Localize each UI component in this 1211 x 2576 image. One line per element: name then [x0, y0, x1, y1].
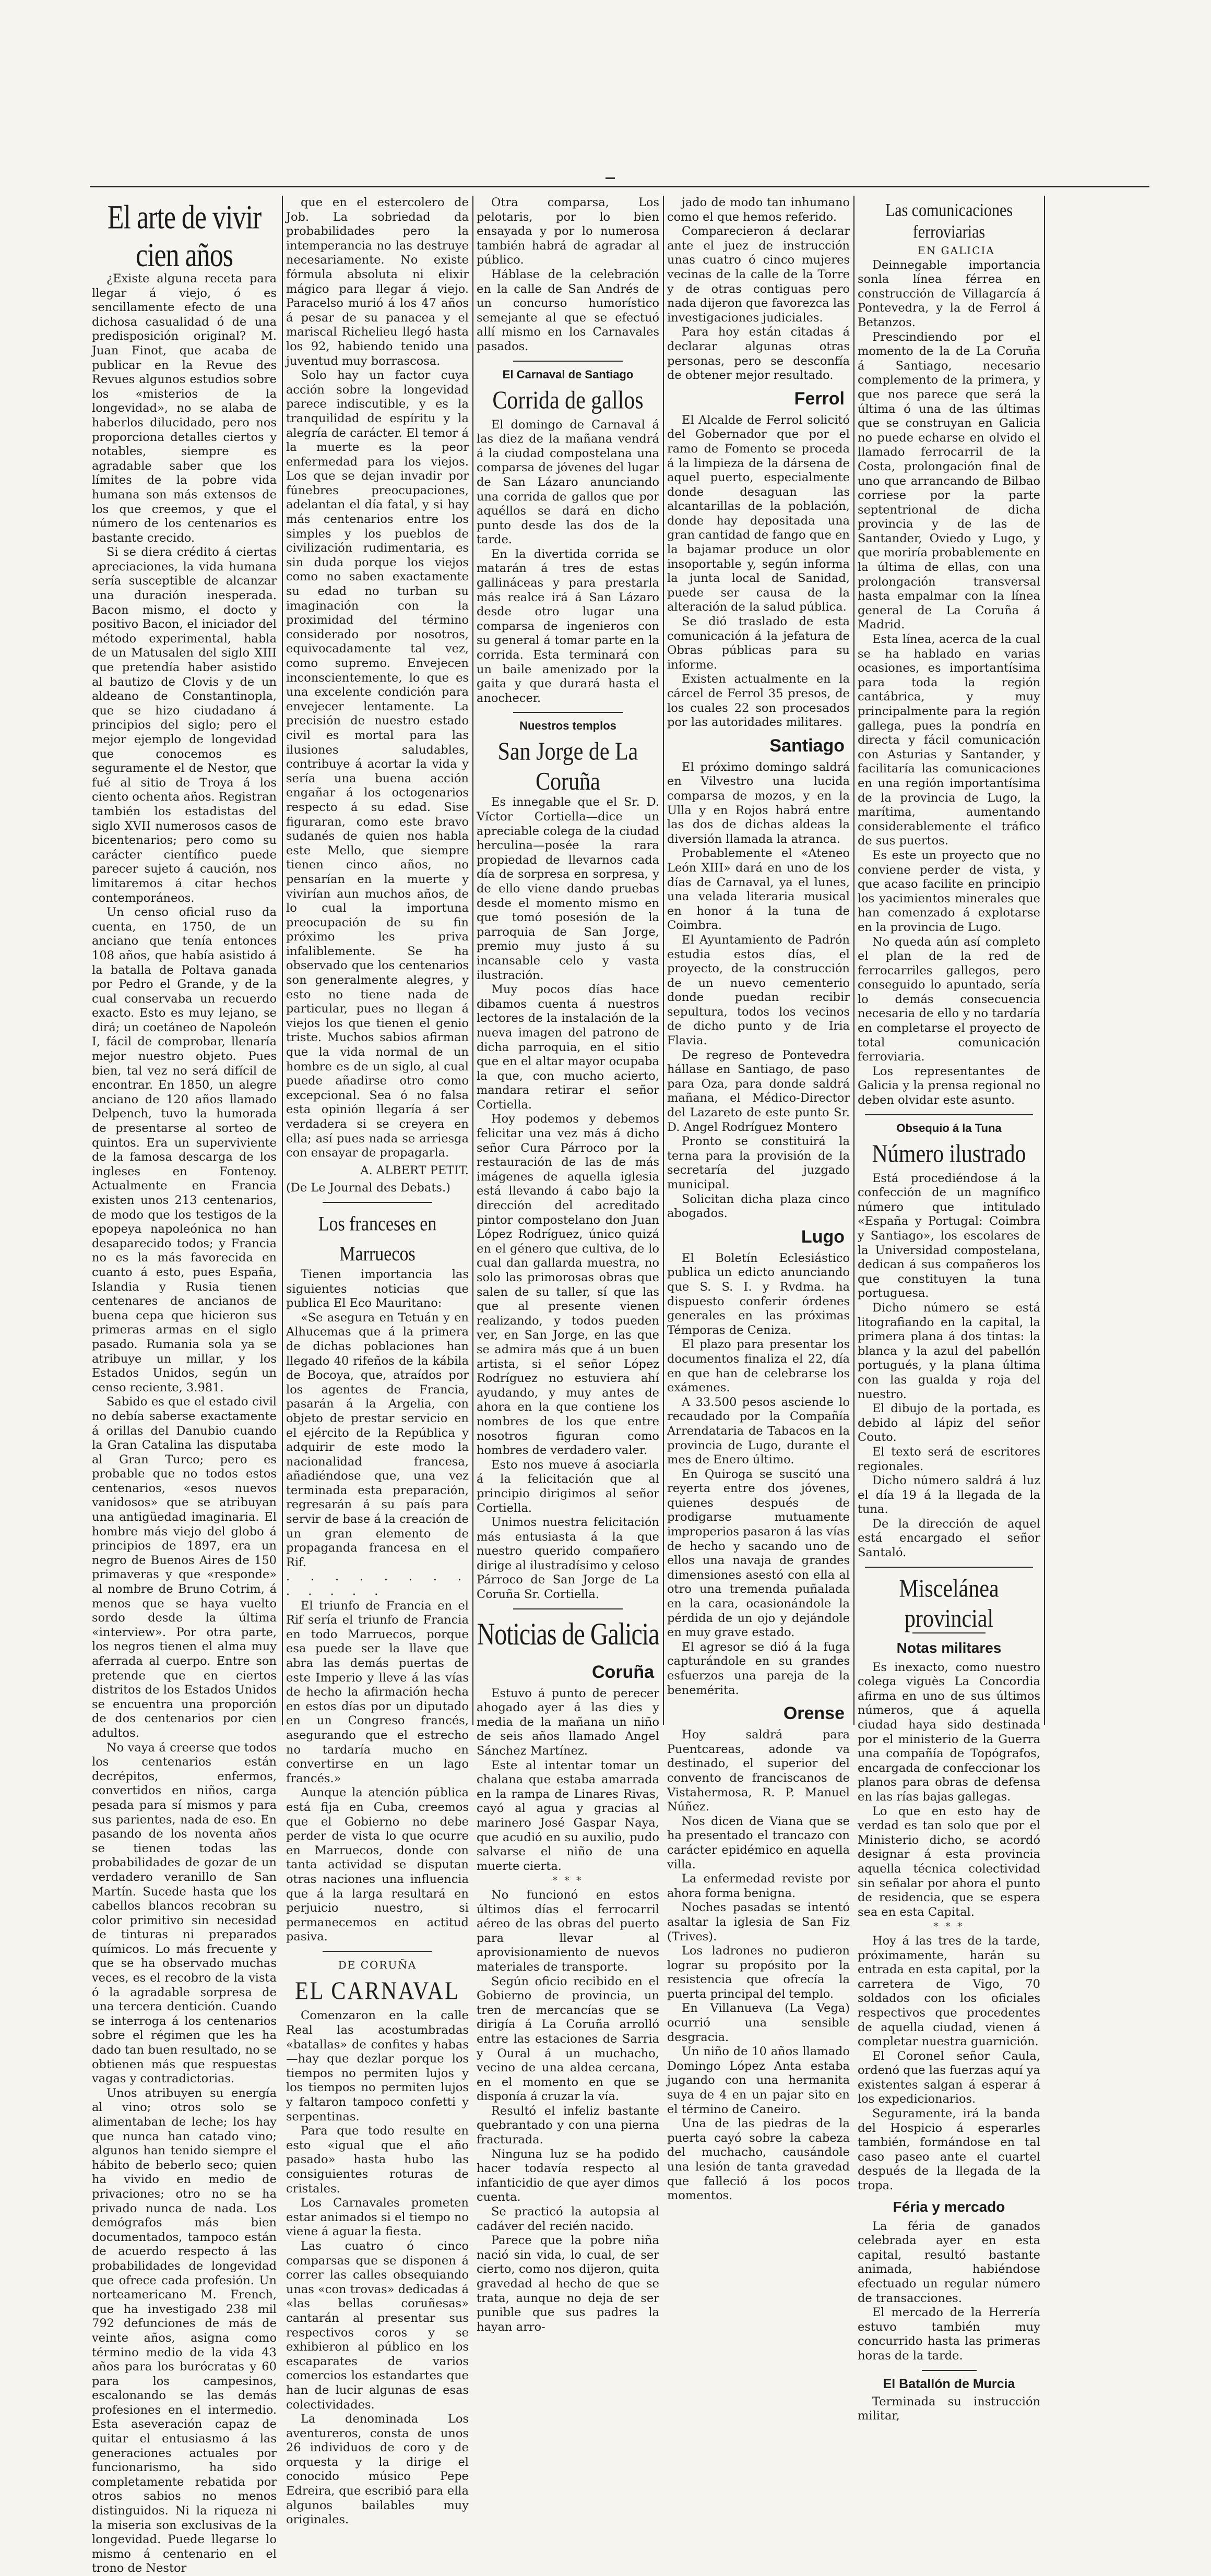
paragraph: En Quiroga se suscitó una reyerta entre dos jóvenes, quienes después de prodigarse mutuamente improperios pasaron á las vías de hecho y sacando uno de ellos una navaja de grandes dimensiones asestó con ella al otro una tremenda puñalada en la cara, ocasionándole la pérdida de un ojo y dejándole en muy grave estado.: [667, 1467, 850, 1640]
paragraph: Es este un proyecto que no conviene perder de vista, y que acaso facilite en principio los yacimientos minerales que han comenzado á explotarse en la provincia de Lugo.: [858, 848, 1040, 934]
article-title: Corrida de gallos: [492, 386, 644, 414]
paragraph: En Villanueva (La Vega) ocurrió una sensible desgracia.: [667, 2001, 850, 2044]
paragraph: Hoy podemos y debemos felicitar una vez más á dicho señor Cura Párroco por la restauración de las de más imágenes de aquella iglesia está llevando á cabo bajo la dirección del acreditado pintor compostelano don Juan López Rodríguez, único quizá en el género que cultiva, de lo cual dan gallarda muestra, no solo las primorosas obras que salen de su taller, sí que las que al presente vienen realizando, y todos pueden ver, en San Jorge, en las que se admira más que á un buen artista, si el señor López Rodríguez no estuviera ahí ayudando, y muy antes de ahora en la que contiene los nombres de los que entre nosotros figuran como hombres de verdadero valer.: [477, 1112, 659, 1458]
paragraph: Dicho número saldrá á luz el día 19 á la llegada de la tuna.: [858, 1474, 1040, 1517]
column-rule: [472, 196, 473, 1725]
paragraph: Solicitan dicha plaza cinco abogados.: [667, 1192, 850, 1221]
paragraph: Resultó el infeliz bastante quebrantado y con una pierna fracturada.: [477, 2104, 659, 2147]
paragraph: Según oficio recibido en el Gobierno de provincia, un tren de mercancías que se dirigía á La Coruña arrolló entre las estaciones de Sarria y Oural á un muchacho, vecino de una aldea cercana, en el momento en que se disponía á cruzar la vía.: [477, 1974, 659, 2104]
article-title: Los franceses en Marruecos: [318, 1212, 437, 1265]
paragraph: El agresor se dió á la fuga capturándole en su grandes esfuerzos una pareja de la benemérita.: [667, 1640, 850, 1697]
paragraph: Las cuatro ó cinco comparsas que se disponen á correr las calles obsequiando unas «con trovas» dedicadas á «las bellas coruñesas» cantarán al presentar sus respectivos coros y se exhibieron al público en los escaparates de varios comercios los estandartes que han de lucir algunas de esas colectividades.: [286, 2239, 469, 2412]
paragraph: Nos dicen de Viana que se ha presentado el trancazo con carácter epidémico en aquella villa.: [667, 1814, 850, 1871]
paragraph: Seguramente, irá la banda del Hospicio á esperarles también, formándose en tal caso paseo ante el cuartel después de la llegada de la tropa.: [858, 2107, 1040, 2193]
asterism: * * *: [552, 1875, 584, 1887]
paragraph: Muy pocos días hace dibamos cuenta á nuestros lectores de la instalación de la nueva imagen del patrono de dicha parroquia, en el sitio que en el altar mayor ocupaba la que, con mucho acierto, mandara retirar el señor Cortiella.: [477, 983, 659, 1112]
paragraph: Hoy á las tres de la tarde, próximamente, harán su entrada en esta capital, por la carretera de Vigo, 70 soldados con los oficiales respectivos que procedentes de aquella ciudad, vienen á completar nuestra guarnición.: [858, 1934, 1040, 2049]
paragraph: Una de las piedras de la puerta cayó sobre la cabeza del muchacho, causándole una lesión de tanta gravedad que falleció á los pocos momentos.: [667, 2117, 850, 2203]
paragraph: Los representantes de Galicia y la prensa regional no deben olvidar este asunto.: [858, 1064, 1040, 1107]
paragraph: que en el estercolero de Job. La sobriedad da probabilidades pero la intemperancia no las destruye necesariamente. No existe fórmula absoluta ni elixir mágico para llegar á viejo. Paracelso murió á los 47 años á pesar de su panacea y el mariscal Richelieu llegó hasta los 92, habiendo tenido una juventud muy borrascosa.: [286, 196, 469, 368]
paragraph: Parece que la pobre niña nació sin vida, lo cual, de ser cierto, como nos dijeron, quita gravedad al hecho de que se trata, aunque no deja de ser punible que sus padres la hayan arro-: [477, 2234, 659, 2334]
paragraph: El Alcalde de Ferrol solicitó del Gobernador que por el ramo de Fomento se proceda á la limpieza de la dársena de aquel puerto, especialmente donde desaguan las alcantarillas de la población, donde hay depositada una gran cantidad de fango que en la bajamar produce un olor insoportable y, según informa la junta local de Sanidad, puede ser causa de la alteración de la salud pública.: [667, 413, 850, 614]
column-rule: [282, 196, 283, 1725]
paragraph: Terminada su instrucción militar,: [858, 2394, 1040, 2423]
paragraph: Aunque la atención pública está fija en Cuba, creemos que el Gobierno no debe perder de vista lo que ocurre en Marruecos, donde con tanta actividad se disputan otras naciones una influencia que á la larga resultará en perjuicio nuestro, si permanecemos en actitud pasiva.: [286, 1786, 469, 1944]
paragraph: Es inexacto, como nuestro colega viguès La Concordia afirma en uno de sus últimos números, que á aquella ciudad haya sido destinada por el ministerio de la Guerra una compañía de Topógrafos, encargada de confeccionar los planos para obras de defensa en las rías bajas gallegas.: [858, 1660, 1040, 1804]
article-title: EL CARNAVAL: [295, 1977, 460, 2006]
paragraph: Está procediéndose á la confección de un magnífico número que intitulado «España y Portugal: Coimbra y Santiago», los escolares de la Universidad compostelana, dedican á sus compañeros los que constituyen la tuna portuguesa.: [858, 1171, 1040, 1301]
paragraph: Solo hay un factor cuya acción sobre la longevidad parece indiscutible, y es la tranquilidad de espíritu y la alegría de carácter. El temor á la muerte es la peor enfermedad para los viejos. Los que se dejan invadir por fúnebres preocupaciones, adelantan el día fatal, y si hay más centenarios entre los simples y los pueblos de civilización rudimentaria, es sin duda porque los viejos como no saben exactamente su edad no turban su imaginación con la proximidad del término considerado por nosotros, equivocadamente tal vez, como supremo. Envejecen inconscientemente, lo que es una excelente condición para envejecer lentamente. La precisión de nuestro estado civil es mortal para las ilusiones saludables, contribuye á acortar la vida y sería una buena acción engañar á los octogenarios respecto á su edad. Sise figuraran, como este bravo sudanés de quien nos habla este Mello, que siempre tienen cinco años, no pensarían en la muerte y vivirían aun muchos años, de lo cual la importuna preocupación de su fin próximo les priva infaliblemente. Se ha observado que los centenarios son generalmente alegres, y esto no tiene nada de particular, pues no llegan á viejos los que tienen el genio triste. Muchos sabios afirman que la vida normal de un hombre es de un siglo, al cual puede añadirse otro como excepcional. Sea ó no falsa esta opinión llegaría á ser verdadera si se creyera en ella; así pues nada se arriesga con ensayar de propagarla.: [286, 368, 469, 1160]
column-3: [477, 196, 659, 2334]
divider: [865, 1114, 1033, 1115]
paragraph: El Coronel señor Caula, ordenó que las fuerzas aquí ya existentes salgan á esperar á los expedicionarios.: [858, 2049, 1040, 2106]
paragraph: Comenzaron en la calle Real las acostumbradas «batallas» de confites y habas—hay que dezlar porque los tiempos no permiten lujos y los tiempos no permiten lujos y faltaron tampoco confetti y serpentinas.: [286, 2009, 469, 2124]
paragraph: ¿Existe alguna receta para llegar á viejo, ó es sencillamente efecto de una dichosa casualidad ó de una predisposición original? M. Juan Finot, que acaba de publicar en la Revue des Revues algunos estudios sobre los «misterios de la longevidad», no se alaba de haberlos dilucidado, pero nos proporciona detalles ciertos y notables, siempre es agradable saber que los límites de la pobre vida humana son más extensos de los que creemos, y que el número de los centenarios es bastante crecido.: [92, 272, 277, 545]
section-head: Lugo: [801, 1226, 845, 1247]
kicker: El Carnaval de Santiago: [502, 367, 634, 381]
paragraph: El dibujo de la portada, es debido al lápiz del señor Couto.: [858, 1402, 1040, 1445]
paragraph: Sabido es que el estado civil no debía saberse exactamente á orillas del Danubio cuando la Gran Catalina las disputaba al Gran Turco; pero es probable que no todos estos centenarios, «esos nuevos vanidosos» que se atribuyan una antigüedad imaginaria. El hombre más viejo del globo á principios de 1897, era un negro de Buenos Aires de 150 primaveras y que «responde» al nombre de Bruno Cotrim, á menos que se haya vuelto sordo desde la última «interview». Por otra parte, los negros tienen el alma muy aferrada al cuerpo. Entre son pretende que en ciertos distritos de los Estados Unidos se encuentra una proporción de dos centenarios por cien adultos.: [92, 1395, 277, 1740]
column-5: [858, 196, 1040, 2423]
asterism: * * *: [933, 1921, 965, 1933]
section-head: Orense: [783, 1703, 845, 1724]
paragraph: El próximo domingo saldrá en Vilvestro una lucida comparsa de mozos, y en la Ulla y en Rojos habrá entre las dos de dichas aldeas la diversión llamada la atranca.: [667, 760, 850, 846]
divider: [513, 361, 623, 362]
source-note: (De Le Journal des Debats.): [286, 1181, 450, 1195]
paragraph: Los ladrones no pudieron lograr su propósito por la resistencia que ofrecía la puerta principal del templo.: [667, 1944, 850, 2001]
section-head: Ferrol: [794, 388, 845, 409]
author-signature: A. ALBERT PETIT.: [360, 1163, 469, 1177]
paragraph: El Ayuntamiento de Padrón estudia estos días, el proyecto, de la construcción de un nuevo cementerio donde puedan recibir sepultura, todos los vecinos de dicho punto y de Iria Flavia.: [667, 933, 850, 1048]
paragraph: Ninguna luz se ha podido hacer todavía respecto al infanticidio de que ayer dimos cuenta.: [477, 2147, 659, 2204]
paragraph: Comparecieron á declarar ante el juez de instrucción unas cuatro ó cinco mujeres vecinas de la calle de la Torre y de otras contiguas pero nada dijeron que favorezca las investigaciones judiciales.: [667, 224, 850, 325]
paragraph: Estuvo á punto de perecer ahogado ayer á las dies y media de la mañana un niño de seis años llamado Angel Sánchez Martínez.: [477, 1686, 659, 1758]
paragraph: Esto nos mueve á asociarla á la felicitación que al principio dirigimos al señor Cortiella.: [477, 1458, 659, 1515]
paragraph: Pronto se constituirá la terna para la provisión de la secretaría del juzgado municipal.: [667, 1135, 850, 1191]
paragraph: Es innegable que el Sr. D. Víctor Cortiella—dice un apreciable colega de la ciudad herculina—posée la rara propiedad de llevarnos cada día de sorpresa en sorpresa, y de ello viene dando pruebas desde el momento mismo en que tomó posesión de la parroquia de San Jorge, premio muy justo á su incansable celo y vasta ilustración.: [477, 795, 659, 982]
kicker: Obsequio á la Tuna: [896, 1121, 1002, 1135]
paragraph: A 33.500 pesos asciende lo recaudado por la Compañía Arrendataria de Tabacos en la provincia de Lugo, durante el mes de Enero último.: [667, 1395, 850, 1467]
section-title: Noticias de Galicia: [477, 1617, 659, 1652]
paragraph: Hoy saldrá para Puentcareas, adonde va destinado, el superior del convento de franciscanos de Vistahermosa, R. P. Manuel Núñez.: [667, 1728, 850, 1814]
paragraph: Se practicó la autopsia al cadáver del recién nacido.: [477, 2205, 659, 2233]
section-head: Féria y mercado: [893, 2198, 1005, 2215]
article-title: Número ilustrado: [872, 1140, 1026, 1168]
paragraph: Unos atribuyen su energía al vino; otros solo se alimentaban de leche; los hay que nunca han catado vino; algunos han tenido siempre el hábito de beberlo seco; quien ha vivido en medio de privaciones; otro no se ha privado nunca de nada. Los demógrafos más bien documentados, tampoco están de acuerdo respecto á las probabilidades de longevidad que ofrece cada profesión. Un norteamericano M. French, que ha investigado 238 mil 792 defunciones de más de veinte años, asigna como término medio de la vida 43 años para los burócratas y 60 para los campesinos, escalonando se las demás profesiones en el intermedio. Esta aseveración capaz de quitar el entusiasmo á las generaciones actuales por funcionarismo, ha sido completamente rebatida por otros sabios no menos distinguidos. Ni la riqueza ni la miseria son exclusivas de la longevidad. Puede llegarse lo mismo á centenario en el trono de Nestor: [92, 2086, 277, 2575]
paragraph: Dicho número se está litografiando en la capital, la primera plana á dos tintas: la blanca y la azul del pabellón portugués, y la plana última con las gualda y roja del nuestro.: [858, 1301, 1040, 1401]
paragraph: Para que todo resulte en esto «igual que el año pasado» hasta hubo las consiguientes roturas de cristales.: [286, 2124, 469, 2196]
section-head: El Batallón de Murcia: [883, 2376, 1015, 2391]
column-2: [286, 196, 469, 2527]
paragraph: No funcionó en estos últimos días el ferrocarril aéreo de las obras del puerto para llevar al aprovisionamiento de nuevos materiales de transporte.: [477, 1888, 659, 1974]
paragraph: La denominada Los aventureros, consta de unos 26 individuos de coro y de orquesta y la dirige el conocido músico Pepe Edreira, que escribió para ella algunos bailables muy originales.: [286, 2412, 469, 2527]
paragraph: Un niño de 10 años llamado Domingo López Anta estaba jugando con una hermanita suya de 4 en un pajar sito en el término de Caneiro.: [667, 2045, 850, 2116]
paragraph: Probablemente el «Ateneo León XIII» dará en uno de los días de Carnaval, ya el lunes, una velada literaria musical en honor á la tuna de Coimbra.: [667, 846, 850, 933]
paragraph: No vaya á creerse que todos los centenarios están decrépitos, enfermos, convertidos en niños, carga pesada para sí mismos y para sus parientes, nada de eso. En pasando de los noventa años se tienen todas las probabilidades de gozar de un verdadero veranillo de San Martín. Sucede hasta que los cabellos blancos recobran su color primitivo sin necesidad de tinturas ni preparados químicos. Lo más frecuente y que se ha observado muchas veces, es el recobro de la vista ó la agradable sorpresa de una tercera dentición. Cuando se interroga á los centenarios sobre el régimen que les ha dado tan buen resultado, no se obtienen más que respuestas vagas y contradictorias.: [92, 1740, 277, 2086]
paragraph: Prescindiendo por el momento de la de La Coruña á Santiago, necesario complemento de la primera, y que nos parece que será la última ó una de las últimas que se construyan en Galicia no puede echarse en olvido el llamado ferrocarril de la Costa, prolongación final de uno que arrancando de Bilbao corriese por la parte septentrional de dicha provincia y de las de Santander, Oviedo y Lugo, y que moriría probablemente en la última de ellas, con una prolongación transversal hasta empalmar con la línea general de La Coruña á Madrid.: [858, 330, 1040, 632]
paragraph: Existen actualmente en la cárcel de Ferrol 35 presos, de los cuales 22 son procesados por las autoridades militares.: [667, 672, 850, 730]
divider: [513, 1608, 623, 1609]
paragraph: El mercado de la Herrería estuvo también muy concurrido hasta las primeras horas de la tarde.: [858, 2306, 1040, 2363]
divider: [865, 1567, 1033, 1568]
section-head: Coruña: [592, 1662, 654, 1682]
article-title: Las comunicaciones ferroviarias: [885, 200, 1013, 242]
paragraph: Deinnegable importancia sonla línea férrea en construcción de Villagarcía á Pontevedra, y la de Ferrol á Betanzos.: [858, 258, 1040, 329]
paragraph: El texto será de escritores regionales.: [858, 1445, 1040, 1473]
paragraph: El plazo para presentar los documentos finaliza el 22, día en que han de celebrarse los exámenes.: [667, 1338, 850, 1395]
section-title: Miscelánea provincial: [899, 1575, 999, 1633]
paragraph: De regreso de Pontevedra hállase en Santiago, de paso para Oza, para donde saldrá mañana, el Médico-Director del Lazareto de este punto Sr. D. Angel Rodríguez Montero: [667, 1048, 850, 1134]
paragraph: El triunfo de Francia en el Rif sería el triunfo de Francia en todo Marruecos, porque esa puede ser la llave que abra las demás puertas de este Imperio y lleve á las vías de hecho la afirmación hecha en estos días por un diputado en un Congreso francés, asegurando que el estrecho no tardaría mucho en convertirse en un lago francés.»: [286, 1599, 469, 1785]
paragraph: No queda aún así completo el plan de la red de ferrocarriles gallegos, pero conseguido lo apuntado, sería lo demás consecuencia necesaria de ello y no tardaría en completarse el proyecto de total comunicación ferroviaria.: [858, 935, 1040, 1064]
section-head: Santiago: [769, 735, 845, 756]
paragraph: Esta línea, acerca de la cual se ha hablado en varias ocasiones, es importantísima para toda la región cantábrica, y muy principalmente para la región gallega, pues la pondría en directa y fácil comunicación con Asturias y Santander, y facilitaría las comunicaciones en una región importantísima de la provincia de Lugo, la marítima, aumentando considerablemente el tráfico de sus puertos.: [858, 633, 1040, 848]
paragraph: Un censo oficial ruso da cuenta, en 1750, de un anciano que tenía entonces 108 años, que había asistido á la batalla de Poltava ganada por Pedro el Grande, y de la cual conservaba un recuerdo exacto. Esto es muy lejano, se dirá; un coetáneo de Napoleón I, fácil de comprobar, llenaría mejor nuestro objeto. Pues bien, tal vez no será difícil de encontrar. En 1850, un alegre anciano de 120 años llamado Delpench, tuvo la humorada de presentarse al sorteo de quintos. Era un superviviente de la famosa descarga de los ingleses en Fontenoy. Actualmente en Francia existen unos 213 centenarios, de modo que los testigos de la epopeya napoleónica no han desaparecido todos; y Francia no es la más favorecida en cuanto á esto, pues España, Islandia y Rusia tienen centenares de ancianos de buena cepa que hicieron sus primeras armas en el siglo pasado. Rumania sola ya se atribuye un millar, y los Estados Unidos, según un censo reciente, 3.981.: [92, 905, 277, 1394]
section-head: Notas militares: [896, 1639, 1002, 1656]
paragraph: La enfermedad reviste por ahora forma benigna.: [667, 1872, 850, 1900]
paragraph: jado de modo tan inhumano como el que hemos referido.: [667, 196, 850, 224]
paragraph: Este al intentar tomar un chalana que estaba amarrada en la rampa de Linares Rivas, cayó al agua y gracias al marinero José Gaspar Naya, que acudió en su auxilio, pudo salvarse el niño de una muerte cierta.: [477, 1758, 659, 1873]
paragraph: Háblase de la celebración en la calle de San Andrés de un concurso humorístico semejante al que se efectuó allí mismo en los Carnavales pasados.: [477, 267, 659, 353]
paragraph: El domingo de Carnaval á las diez de la mañana vendrá á la ciudad compostelana una comparsa de jóvenes del lugar de San Lázaro anunciando una corrida de gallos que por aquéllos se dará en dicho punto desde las dos de la tarde.: [477, 418, 659, 547]
column-1: [92, 196, 277, 2575]
divider: [513, 712, 623, 713]
paragraph: «Se asegura en Tetuán y en Alhucemas que á la primera de dichas poblaciones han llegado 40 rifeños de la kábila de Bocoya, que, atraídos por los agentes de Francia, pasarán á la Argelia, con objeto de prestar servicio en el ejército de la República y adquirir de este modo la nacionalidad francesa, añadiéndose que, una vez terminada esta preparación, regresarán á su país para servir de base á la creación de un gran elemento de propaganda francesa en el Rif.: [286, 1310, 469, 1569]
article-title: San Jorge de La Coruña: [497, 738, 638, 796]
paragraph: Se dió traslado de esta comunicación á la jefatura de Obras públicas para su informe.: [667, 615, 850, 672]
column-rule: [663, 196, 664, 1725]
column-rule: [853, 196, 854, 1725]
kicker: DE CORUÑA: [338, 1958, 417, 1971]
ellipsis-line: . . . . . . . . . . . . .: [286, 1570, 469, 1599]
paragraph: En la divertida corrida se matarán á tres de estas gallináceas y para prestarla más realce irá á San Lázaro desde otro lugar una comparsa de ingenieros con su general á tomar parte en la corrida. Esta terminará con un baile amenizado por la gaita y que durará hasta el anochecer.: [477, 547, 659, 705]
paragraph: Los Carnavales prometen estar animados si el tiempo no viene á aguar la fiesta.: [286, 2196, 469, 2239]
divider: [323, 1202, 432, 1203]
divider: [922, 2370, 977, 2371]
column-4: [667, 196, 850, 2203]
paragraph: Otra comparsa, Los pelotaris, por lo bien ensayada y por lo numerosa también habrá de agradar al público.: [477, 196, 659, 267]
article-title: El arte de vivir cien años: [107, 199, 262, 274]
paragraph: El Boletín Eclesiástico publica un edicto anunciando que S. S. I. y Rvdma. ha dispuesto conferir órdenes generales en las próximas Témporas de Ceniza.: [667, 1251, 850, 1337]
paragraph: Tienen importancia las siguientes noticias que publica El Eco Mauritano:: [286, 1267, 469, 1310]
paragraph: Noches pasadas se intentó asaltar la iglesia de San Fiz (Trives).: [667, 1901, 850, 1943]
subtitle: EN GALICIA: [918, 244, 995, 257]
paragraph: Si se diera crédito á ciertas apreciaciones, la vida humana sería susceptible de alcanzar una duración inesperada. Bacon mismo, el docto y positivo Bacon, el iniciador del método experimental, habla de un Matusalen del siglo XIII que pretendía haber asistido al bautizo de Clovis y de un aldeano de Constantinopla, que se hizo ciudadano á principios del siglo; pero el mejor ejemplo de longevidad que conocemos es seguramente el de Nestor, que fué al sitio de Troya á los ciento ochenta años. Registran también los estadistas del siglo XVII numerosos casos de bicentenarios; pero como su carácter científico puede parecer sujeto á caución, nos limitaremos á citar hechos contemporáneos.: [92, 545, 277, 905]
paragraph: Lo que en esto hay de verdad es tan solo que por el Ministerio dicho, se acordó designar á esta provincia aquella técnica colectividad sin señalar por ahora el punto de residencia, que se espera sea en esta Capital.: [858, 1804, 1040, 1919]
kicker: Nuestros templos: [519, 719, 616, 733]
header-rule: [90, 186, 1149, 187]
paragraph: De la dirección de aquel está encargado el señor Santaló.: [858, 1517, 1040, 1560]
divider: [323, 1951, 432, 1952]
paragraph: Para hoy están citadas á declarar algunas otras personas, pero se desconfía de obtener mejor resultado.: [667, 325, 850, 383]
column-rule: [1044, 196, 1045, 1725]
paragraph: La féria de ganados celebrada ayer en esta capital, resultó bastante animada, habiéndose efectuado un regular número de transacciones.: [858, 2219, 1040, 2305]
top-mark: [606, 177, 615, 179]
paragraph: Unimos nuestra felicitación más entusiasta á la que nuestro querido compañero dirige al ilustradísimo y celoso Párroco de San Jorge de La Coruña Sr. Cortiella.: [477, 1516, 659, 1602]
